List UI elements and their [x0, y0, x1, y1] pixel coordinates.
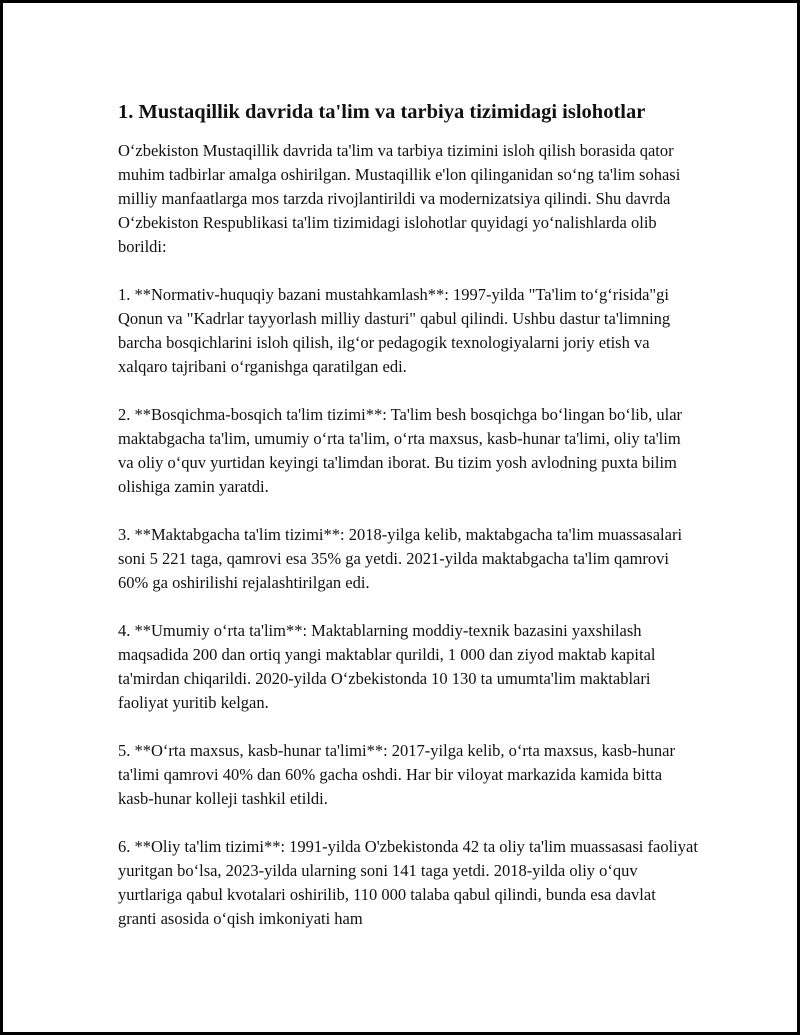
document-heading: 1. Mustaqillik davrida ta'lim va tarbiya tizimidagi islohotlar	[118, 101, 646, 123]
item-2-paragraph: 2. **Bosqichma-bosqich ta'lim tizimi**: Ta'lim besh bosqichga bo‘lingan bo‘lib, ular maktabgacha ta'lim, umumiy o‘rta ta'lim, o‘rta maxsus, kasb-hunar ta'limi, oliy ta'lim va oliy o‘quv yurtidan keyingi ta'limdan iborat. Bu tizim yosh avlodning puxta bilim olishiga zamin yaratdi.	[118, 405, 683, 496]
item-6-paragraph: 6. **Oliy ta'lim tizimi**: 1991-yilda O'zbekistonda 42 ta oliy ta'lim muassasasi faoliyat yuritgan bo‘lsa, 2023-yilda ularning soni 141 taga yetdi. 2018-yilda oliy o‘quv yurtlariga qabul kvotalari oshirilib, 110 000 talaba qabul qilindi, bunda esa davlat granti asosida o‘qish imkoniyati ham	[118, 837, 698, 928]
item-1-paragraph: 1. **Normativ-huquqiy bazani mustahkamlash**: 1997-yilda "Ta'lim to‘g‘risida"gi Qonun va "Kadrlar tayyorlash milliy dasturi" qabul qilindi. Ushbu dastur ta'limning barcha bosqichlarini isloh qilish, ilg‘or pedagogik texnologiyalarni joriy etish va xalqaro tajribani o‘rganishga qaratilgan edi.	[118, 285, 671, 376]
item-5-paragraph: 5. **O‘rta maxsus, kasb-hunar ta'limi**: 2017-yilga kelib, o‘rta maxsus, kasb-hunar ta'limi qamrovi 40% dan 60% gacha oshdi. Har bir viloyat markazida kamida bitta kasb-hunar kolleji tashkil etildi.	[118, 741, 675, 808]
item-3-paragraph: 3. **Maktabgacha ta'lim tizimi**: 2018-yilga kelib, maktabgacha ta'lim muassasalari soni 5 221 taga, qamrovi esa 35% ga yetdi. 2021-yilda maktabgacha ta'lim qamrovi 60% ga oshirilishi rejalashtirilgan edi.	[118, 525, 683, 592]
document-body	[118, 98, 698, 955]
item-4-paragraph: 4. **Umumiy o‘rta ta'lim**: Maktablarning moddiy-texnik bazasini yaxshilash maqsadida 200 dan ortiq yangi maktablar qurildi, 1 000 dan ziyod maktab kapital ta'mirdan chiqarildi. 2020-yilda O‘zbekistonda 10 130 ta umumta'lim maktablari faoliyat yuritib kelgan.	[118, 621, 656, 712]
intro-paragraph: O‘zbekiston Mustaqillik davrida ta'lim va tarbiya tizimini isloh qilish borasida qator muhim tadbirlar amalga oshirilgan. Mustaqillik e'lon qilinganidan so‘ng ta'lim sohasi milliy manfaatlarga mos tarzda rivojlantirildi va modernizatsiya qilindi. Shu davrda O‘zbekiston Respublikasi ta'lim tizimidagi islohotlar quyidagi yo‘nalishlarda olib borildi:	[118, 141, 681, 256]
